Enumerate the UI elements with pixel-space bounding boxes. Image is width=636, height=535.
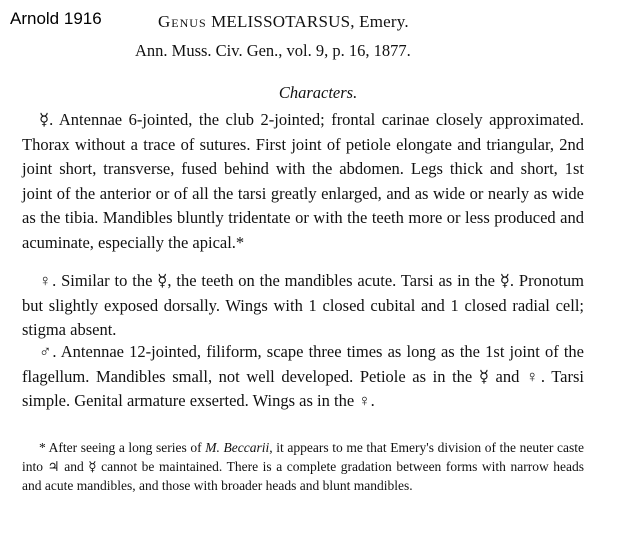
footnote-after: , it appears to me that Emery's division of the neuter caste into ♃ and ☿ cannot be maintained. There is a complete gradation between forms with narrow heads and acute mandibles, and those with broader heads and blunt mandibles.: [22, 440, 584, 493]
genus-name: MELISSOTARSUS, Emery.: [211, 12, 409, 31]
footnote-before: * After seeing a long series of: [39, 440, 206, 455]
footnote: [22, 438, 584, 495]
source-label: Arnold 1916: [10, 9, 102, 28]
citation: Ann. Muss. Civ. Gen., vol. 9, p. 16, 1877.: [135, 41, 411, 60]
genus-heading: [158, 12, 409, 32]
female-paragraph: ♀. Similar to the ☿, the teeth on the mandibles acute. Tarsi as in the ☿. Pronotum but slightly exposed dorsally. Wings with 1 closed cubital and 1 closed radial cell; stigma absent.: [22, 271, 584, 339]
footnote-species: M. Beccarii: [205, 440, 270, 455]
worker-paragraph: ☿. Antennae 6-jointed, the club 2-jointed; frontal carinae closely approximated. Thorax without a trace of sutures. First joint of petiole elongate and triangular, 2nd joint short, transverse, fused behind with the abdomen. Legs thick and short, 1st joint of the anterior or of all the tarsi greatly enlarged, and as wide or nearly as wide as the tibia. Mandibles bluntly tridentate or with the teeth more or less produced and acuminate, especially the apical.*: [22, 110, 584, 252]
male-paragraph: ♂. Antennae 12-jointed, filiform, scape three times as long as the 1st joint of the flagellum. Mandibles small, not well developed. Petiole as in the ☿ and ♀. Tarsi simple. Genital armature exserted. Wings as in the ♀.: [22, 342, 584, 410]
section-title: Characters.: [278, 83, 358, 102]
genus-word: Genus: [158, 12, 207, 31]
